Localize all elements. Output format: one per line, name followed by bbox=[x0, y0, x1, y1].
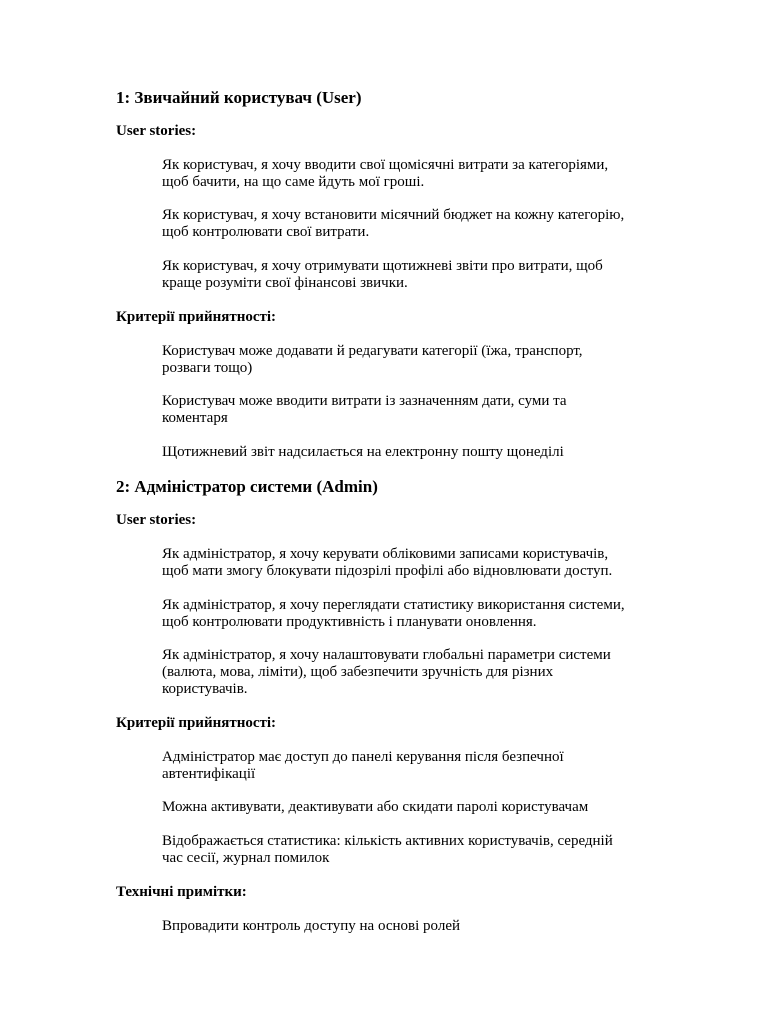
section-1-story-3 bbox=[162, 258, 603, 292]
section-1-criteria-heading: Критерії прийнятності: bbox=[116, 309, 277, 325]
section-2-criterion-1 bbox=[162, 749, 564, 783]
text-line: Як користувач, я хочу встановити місячний бюджет на кожну категорію, bbox=[162, 207, 625, 223]
text-line: Як адміністратор, я хочу налаштовувати глобальні параметри системи bbox=[162, 647, 611, 663]
text-line: щоб контролювати продуктивність і планувати оновлення. bbox=[162, 614, 537, 630]
section-2-story-3 bbox=[162, 647, 611, 698]
text-line: Щотижневий звіт надсилається на електронну пошту щонеділі bbox=[162, 444, 564, 460]
section-2-story-1 bbox=[162, 546, 612, 580]
section-2-note-1 bbox=[162, 918, 460, 935]
section-1-title: 1: Звичайний користувач (User) bbox=[116, 88, 362, 107]
text-line: Адміністратор має доступ до панелі керування після безпечної bbox=[162, 749, 564, 765]
section-2-criteria-heading: Критерії прийнятності: bbox=[116, 715, 277, 731]
text-line: щоб мати змогу блокувати підозрілі профілі або відновлювати доступ. bbox=[162, 563, 613, 579]
text-line: Як користувач, я хочу отримувати щотижневі звіти про витрати, щоб bbox=[162, 258, 603, 274]
section-2-story-2 bbox=[162, 597, 625, 631]
text-line: Користувач може вводити витрати із зазначенням дати, суми та bbox=[162, 393, 567, 409]
text-line: розваги тощо) bbox=[162, 360, 253, 376]
text-line: Як адміністратор, я хочу переглядати статистику використання системи, bbox=[162, 597, 625, 613]
text-line: автентифікації bbox=[162, 766, 256, 782]
text-line: час сесії, журнал помилок bbox=[162, 850, 330, 866]
text-line: (валюта, мова, ліміти), щоб забезпечити зручність для різних bbox=[162, 664, 554, 680]
text-line: щоб контролювати свої витрати. bbox=[162, 224, 370, 240]
text-line: Користувач може додавати й редагувати категорії (їжа, транспорт, bbox=[162, 343, 583, 359]
text-line: Відображається статистика: кількість активних користувачів, середній bbox=[162, 833, 613, 849]
text-line: щоб бачити, на що саме йдуть мої гроші. bbox=[162, 174, 425, 190]
section-1-criterion-2 bbox=[162, 393, 567, 427]
text-line: користувачів. bbox=[162, 681, 248, 697]
section-2-criterion-2 bbox=[162, 799, 588, 816]
text-line: краще розуміти свої фінансові звички. bbox=[162, 275, 408, 291]
section-1-criterion-3 bbox=[162, 444, 564, 461]
section-2-notes-heading: Технічні примітки: bbox=[116, 884, 247, 900]
section-1-story-1 bbox=[162, 157, 608, 191]
section-1-story-2 bbox=[162, 207, 624, 241]
section-2-title: 2: Адміністратор системи (Admin) bbox=[116, 477, 378, 496]
section-2-criterion-3 bbox=[162, 833, 613, 867]
text-line: Як користувач, я хочу вводити свої щомісячні витрати за категоріями, bbox=[162, 157, 609, 173]
section-1-criterion-1 bbox=[162, 343, 583, 377]
text-line: Можна активувати, деактивувати або скидати паролі користувачам bbox=[162, 799, 589, 815]
text-line: коментаря bbox=[162, 410, 228, 426]
text-line: Впровадити контроль доступу на основі ролей bbox=[162, 918, 461, 934]
text-line: Як адміністратор, я хочу керувати обліковими записами користувачів, bbox=[162, 546, 609, 562]
section-2-stories-heading: User stories: bbox=[116, 512, 197, 528]
section-1-stories-heading: User stories: bbox=[116, 123, 197, 139]
